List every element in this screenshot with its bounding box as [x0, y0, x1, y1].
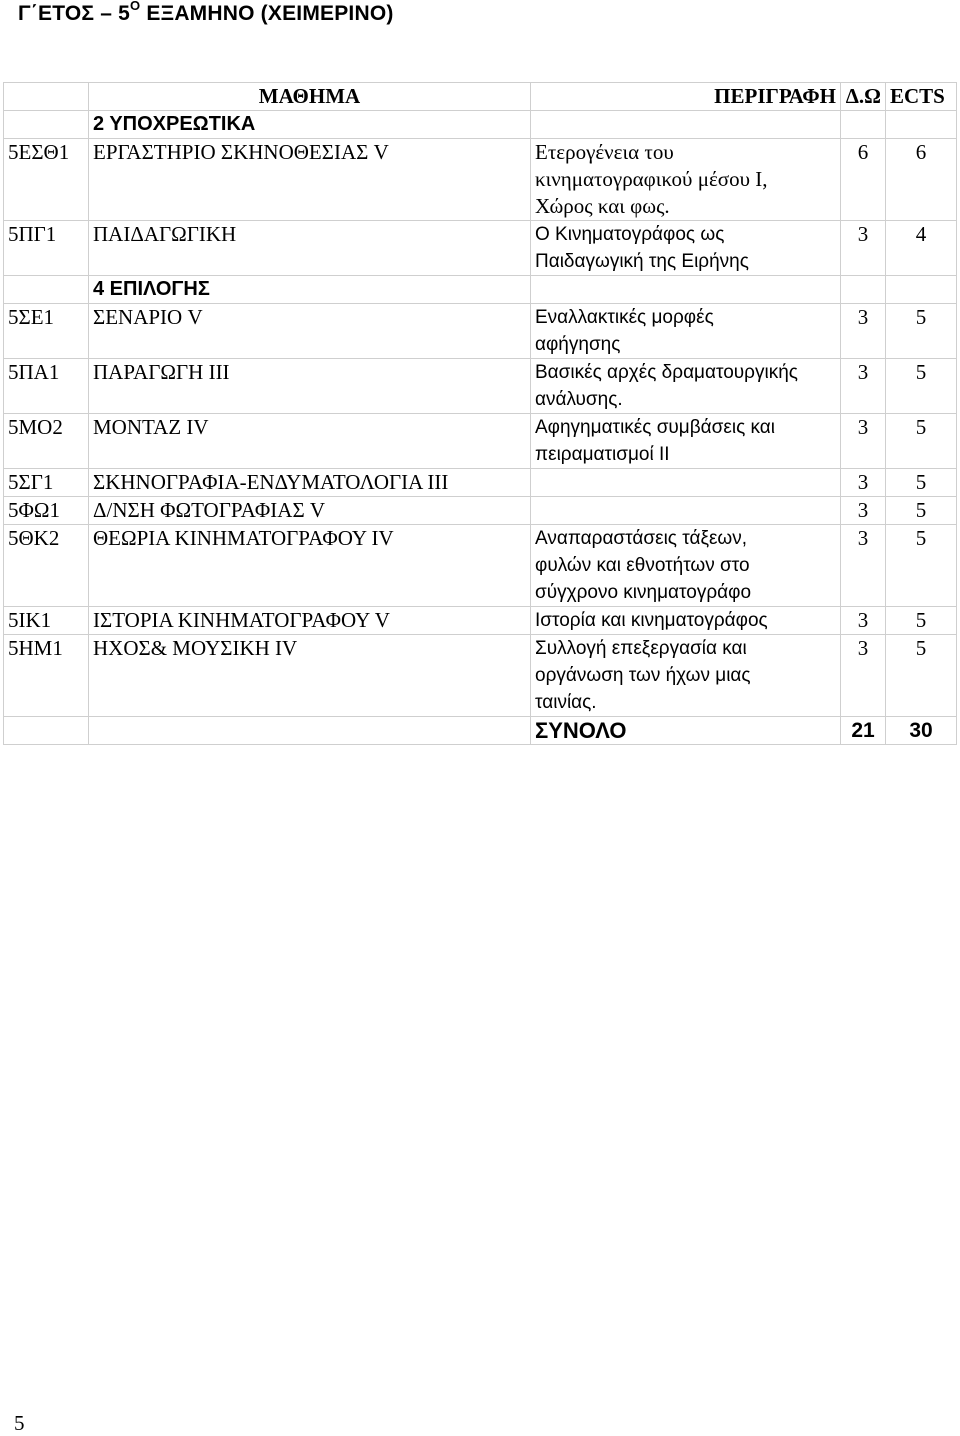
header-description: ΠΕΡΙΓΡΑΦΗ [531, 83, 841, 111]
course-ects: 5 [886, 607, 957, 635]
table-row [4, 607, 957, 635]
course-code: 5ΦΩ1 [4, 497, 89, 525]
course-description-line: Ο Κινηματογράφος ως [535, 224, 725, 245]
course-title: ΠΑΙΔΑΓΩΓΙΚΗ [89, 221, 531, 276]
course-description [531, 139, 841, 221]
course-title: ΕΡΓΑΣΤΗΡΙΟ ΣΚΗΝΟΘΕΣΙΑΣ V [89, 139, 531, 221]
course-description-line: οργάνωση των ήχων μιας [535, 665, 751, 686]
course-code: 5ΕΣΘ1 [4, 139, 89, 221]
course-description-line: αφήγησης [535, 334, 621, 355]
course-title: ΣΚΗΝΟΓΡΑΦΙΑ-ΕΝΔΥΜΑΤΟΛΟΓΙΑ ΙΙΙ [89, 469, 531, 497]
course-code: 5ΘΚ2 [4, 525, 89, 607]
course-ects: 5 [886, 414, 957, 469]
course-code: 5ΠΑ1 [4, 359, 89, 414]
table-row [4, 635, 957, 717]
course-description [531, 221, 841, 276]
table-row [4, 139, 957, 221]
course-title: ΗΧΟΣ& ΜΟΥΣΙΚΗ IV [89, 635, 531, 717]
course-description-line: ανάλυσης. [535, 389, 623, 410]
course-code: 5ΙΚ1 [4, 607, 89, 635]
course-code: 5ΗΜ1 [4, 635, 89, 717]
course-ects: 5 [886, 359, 957, 414]
table-header-row [4, 83, 957, 111]
table-row [4, 497, 957, 525]
total-label: ΣΥΝΟΛΟ [531, 717, 841, 745]
course-title: Δ/ΝΣΗ ΦΩΤΟΓΡΑΦΙΑΣ V [89, 497, 531, 525]
course-title: ΠΑΡΑΓΩΓΗ ΙΙΙ [89, 359, 531, 414]
table-row [4, 221, 957, 276]
heading-superscript: Ο [130, 0, 141, 13]
course-description-line: Ετερογένεια του [535, 140, 674, 164]
section-elective-label: 4 ΕΠΙΛΟΓΗΣ [89, 276, 531, 304]
course-description [531, 635, 841, 717]
section-row-elective [4, 276, 957, 304]
course-description-line: Συλλογή επεξεργασία και [535, 638, 747, 659]
course-description-line: Χώρος και φως. [535, 194, 670, 218]
page-heading [18, 0, 394, 26]
table-row [4, 525, 957, 607]
course-description-line: Ιστορία και κινηματογράφος [535, 610, 768, 631]
course-hours: 3 [841, 607, 886, 635]
course-description-line: ταινίας. [535, 692, 597, 713]
course-ects: 5 [886, 635, 957, 717]
course-ects: 5 [886, 525, 957, 607]
header-ects: ECTS [886, 83, 957, 111]
course-description-line: σύγχρονο κινηματογράφο [535, 582, 752, 603]
heading-prefix: Γ΄ΕΤΟΣ – 5 [18, 2, 131, 25]
course-code: 5ΣΕ1 [4, 304, 89, 359]
heading-suffix: ΕΞΑΜΗΝΟ (ΧΕΙΜΕΡΙΝΟ) [140, 2, 394, 25]
course-description-line: Βασικές αρχές δραματουργικής [535, 362, 798, 383]
course-description [531, 414, 841, 469]
course-ects: 5 [886, 469, 957, 497]
course-description-line: Παιδαγωγική της Ειρήνης [535, 251, 749, 272]
course-hours: 3 [841, 221, 886, 276]
course-title: ΙΣΤΟΡΙΑ ΚΙΝΗΜΑΤΟΓΡΑΦΟΥ V [89, 607, 531, 635]
table-row [4, 304, 957, 359]
course-code: 5ΜΟ2 [4, 414, 89, 469]
course-code: 5ΣΓ1 [4, 469, 89, 497]
total-hours: 21 [841, 717, 886, 745]
course-title: ΣΕΝΑΡΙΟ V [89, 304, 531, 359]
table-row [4, 359, 957, 414]
table-row [4, 414, 957, 469]
total-row [4, 717, 957, 745]
section-row-mandatory [4, 111, 957, 139]
course-description-line: πειραματισμοί ΙΙ [535, 444, 670, 465]
course-hours: 3 [841, 497, 886, 525]
course-hours: 3 [841, 414, 886, 469]
table-row [4, 469, 957, 497]
course-hours: 3 [841, 359, 886, 414]
course-description [531, 607, 841, 635]
course-title: ΜΟΝΤΑΖ IV [89, 414, 531, 469]
course-hours: 3 [841, 525, 886, 607]
section-mandatory-label: 2 ΥΠΟΧΡΕΩΤΙΚΑ [89, 111, 531, 139]
course-table-body [4, 83, 957, 745]
course-hours: 3 [841, 304, 886, 359]
course-description-line: φυλών και εθνοτήτων στο [535, 555, 750, 576]
course-description-line: Αναπαραστάσεις τάξεων, [535, 528, 748, 549]
course-description-line: Αφηγηματικές συμβάσεις και [535, 417, 775, 438]
course-title: ΘΕΩΡΙΑ ΚΙΝΗΜΑΤΟΓΡΑΦΟΥ IV [89, 525, 531, 607]
course-hours: 3 [841, 469, 886, 497]
course-table [3, 82, 957, 745]
header-course: ΜΑΘΗΜΑ [89, 83, 531, 111]
course-description-line: κινηματογραφικού μέσου Ι, [535, 167, 768, 191]
course-hours: 6 [841, 139, 886, 221]
header-code-cell [4, 83, 89, 111]
course-description [531, 497, 841, 525]
course-ects: 5 [886, 304, 957, 359]
course-ects: 4 [886, 221, 957, 276]
total-ects: 30 [886, 717, 957, 745]
course-ects: 6 [886, 139, 957, 221]
course-description [531, 304, 841, 359]
course-ects: 5 [886, 497, 957, 525]
page-number: 5 [14, 1411, 25, 1435]
course-description [531, 359, 841, 414]
course-description [531, 525, 841, 607]
course-description-line: Εναλλακτικές μορφές [535, 307, 714, 328]
header-hours: Δ.Ω [841, 83, 886, 111]
course-code: 5ΠΓ1 [4, 221, 89, 276]
course-description [531, 469, 841, 497]
course-hours: 3 [841, 635, 886, 717]
